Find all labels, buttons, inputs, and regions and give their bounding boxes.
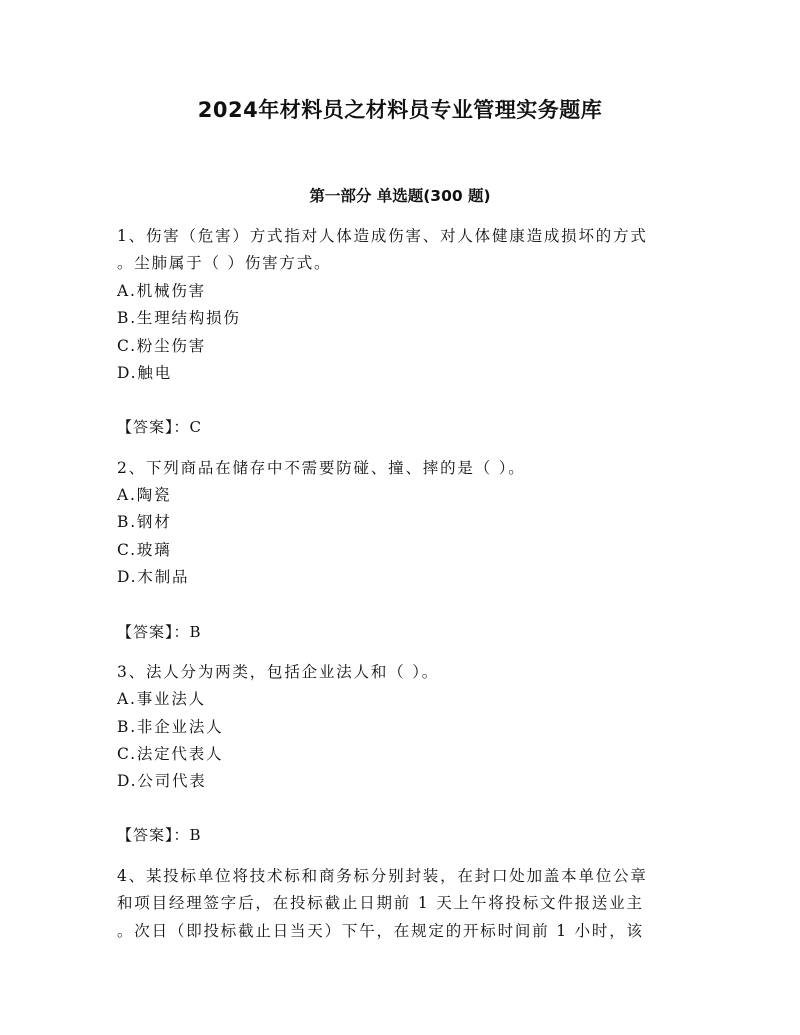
question-3-option-b: B.非企业法人 [117,718,224,736]
answer-label: 【答案】： [117,418,190,436]
section-heading: 第一部分 单选题(300 题) [309,187,491,205]
question-2-option-c: C.玻璃 [117,541,172,559]
answer-value: B [189,826,202,844]
question-2-stem-line-1: 2、下列商品在储存中不需要防碰、撞、摔的是（ ）。 [117,459,526,477]
question-1-option-c: C.粉尘伤害 [117,337,207,355]
document-title: 2024年材料员之材料员专业管理实务题库 [197,98,603,122]
question-3-option-d: D.公司代表 [117,772,207,790]
question-3-stem-line-1: 3、法人分为两类，包括企业法人和（ ）。 [117,663,440,681]
question-3-option-c: C.法定代表人 [117,745,224,763]
answer-label: 【答案】： [117,623,190,641]
answer-label: 【答案】： [117,826,190,844]
question-1-answer [117,417,202,437]
question-2-option-a: A.陶瓷 [117,486,172,504]
answer-value: B [189,623,202,641]
question-1-option-d: D.触电 [117,364,173,382]
question-1-option-b: B.生理结构损伤 [117,309,241,327]
question-2-option-d: D.木制品 [117,568,190,586]
question-3-answer [117,825,202,845]
question-4-stem-line-2: 和项目经理签字后，在投标截止日期前 1 天上午将投标文件报送业主 [117,894,644,912]
question-2-answer [117,622,202,642]
question-1-stem-line-2: 。尘肺属于（ ）伤害方式。 [117,254,332,272]
question-3-option-a: A.事业法人 [117,690,206,708]
question-4-stem-line-1: 4、某投标单位将技术标和商务标分别封装，在封口处加盖本单位公章 [117,867,648,885]
question-4-stem-line-3: 。次日（即投标截止日当天）下午，在规定的开标时间前 1 小时，该 [117,922,644,940]
question-1-stem-line-1: 1、伤害（危害）方式指对人体造成伤害、对人体健康造成损坏的方式 [117,227,648,245]
question-2-option-b: B.钢材 [117,513,172,531]
question-1-option-a: A.机械伤害 [117,282,206,300]
answer-value: C [189,418,202,436]
